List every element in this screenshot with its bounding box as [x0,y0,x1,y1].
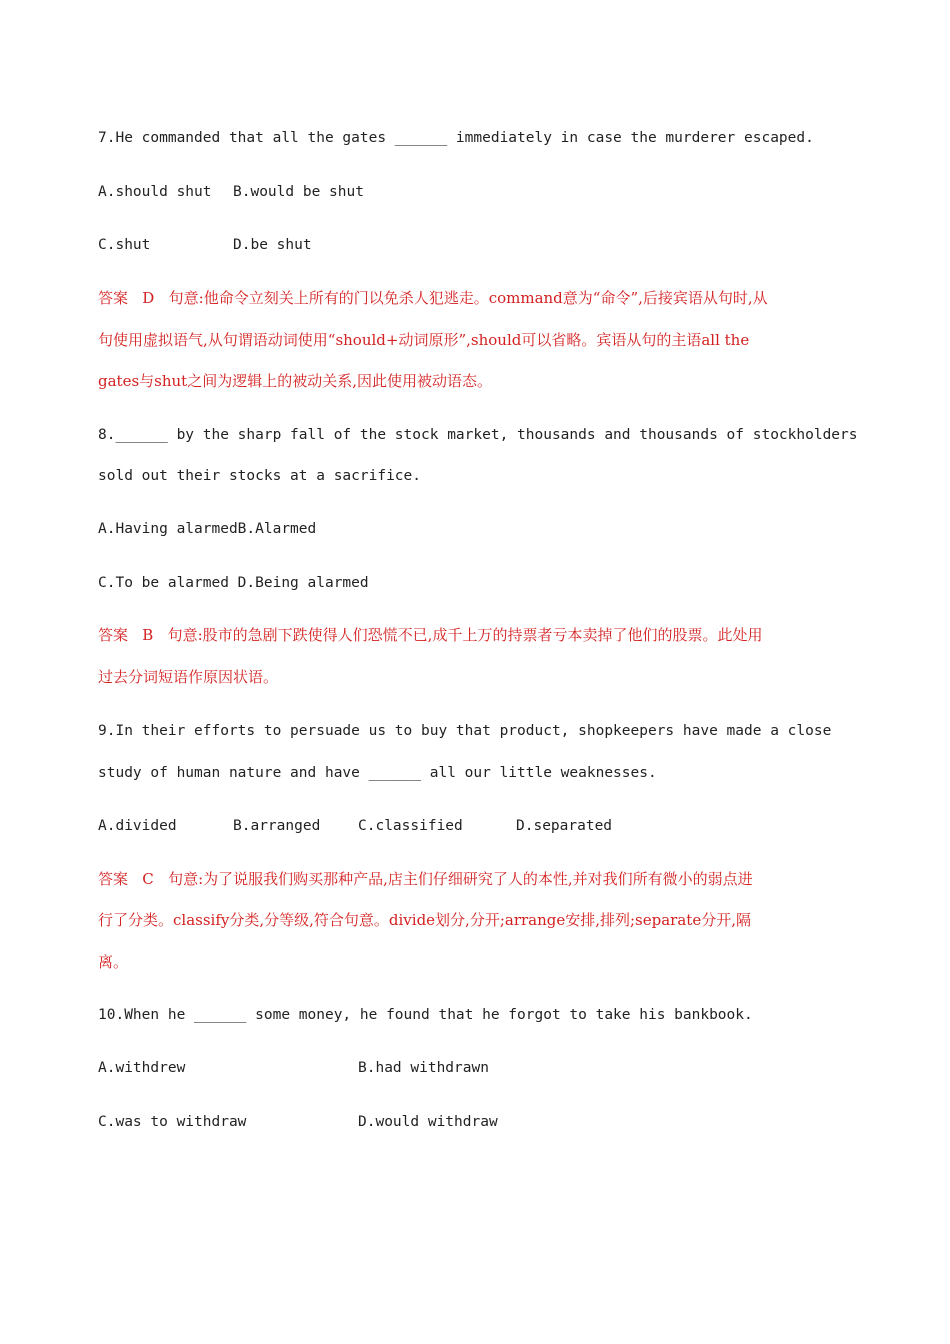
question-9-answer-line-3: 离。 [98,953,129,971]
question-8-options-line-1: A.Having alarmedB.Alarmed [98,521,317,537]
question-10-option-c: C.was to withdraw [98,1114,247,1130]
question-10-stem: 10.When he ______ some money, he found that he forgot to take his bankbook. [98,1007,753,1023]
question-10-option-a: A.withdrew [98,1060,186,1076]
question-9-answer-line-2: 行了分类。classify分类,分等级,符合句意。divide划分,分开;arrange安排,排列;separate分开,隔 [98,911,751,929]
question-9-option-c: C.classified [358,818,463,834]
question-8-stem-line-1: 8.______ by the sharp fall of the stock market, thousands and thousands of stockholders [98,427,858,443]
question-7-answer-line-3: gates与shut之间为逻辑上的被动关系,因此使用被动语态。 [98,372,492,390]
question-9-stem-line-2: study of human nature and have ______ all our little weaknesses. [98,765,657,781]
question-9-option-b: B.arranged [233,818,321,834]
question-9-answer-line-1: 答案 C 句意:为了说服我们购买那种产品,店主们仔细研究了人的本性,并对我们所有微小的弱点进 [98,870,753,888]
question-7-answer-line-1: 答案 D 句意:他命令立刻关上所有的门以免杀人犯逃走。command意为“命令”,后接宾语从句时,从 [98,289,768,307]
question-7-option-c: C.shut [98,237,151,253]
question-8-answer-line-1: 答案 B 句意:股市的急剧下跌使得人们恐慌不已,成千上万的持票者亏本卖掉了他们的股票。此处用 [98,626,763,644]
question-8-options-line-2: C.To be alarmed D.Being alarmed [98,575,369,591]
question-7-option-a: A.should shut [98,184,212,200]
question-10-option-b: B.had withdrawn [358,1060,489,1076]
question-7-answer-line-2: 句使用虚拟语气,从句谓语动词使用“should+动词原形”,should可以省略。宾语从句的主语all the [98,331,750,349]
question-8-answer-line-2: 过去分词短语作原因状语。 [98,668,279,686]
question-7-stem: 7.He commanded that all the gates ______ immediately in case the murderer escaped. [98,130,814,146]
question-7-option-b: B.would be shut [233,184,364,200]
question-9-stem-line-1: 9.In their efforts to persuade us to buy that product, shopkeepers have made a close [98,723,832,739]
question-8-stem-line-2: sold out their stocks at a sacrifice. [98,468,422,484]
question-10-option-d: D.would withdraw [358,1114,498,1130]
question-7-option-d: D.be shut [233,237,312,253]
question-9-option-a: A.divided [98,818,177,834]
question-9-option-d: D.separated [516,818,613,834]
